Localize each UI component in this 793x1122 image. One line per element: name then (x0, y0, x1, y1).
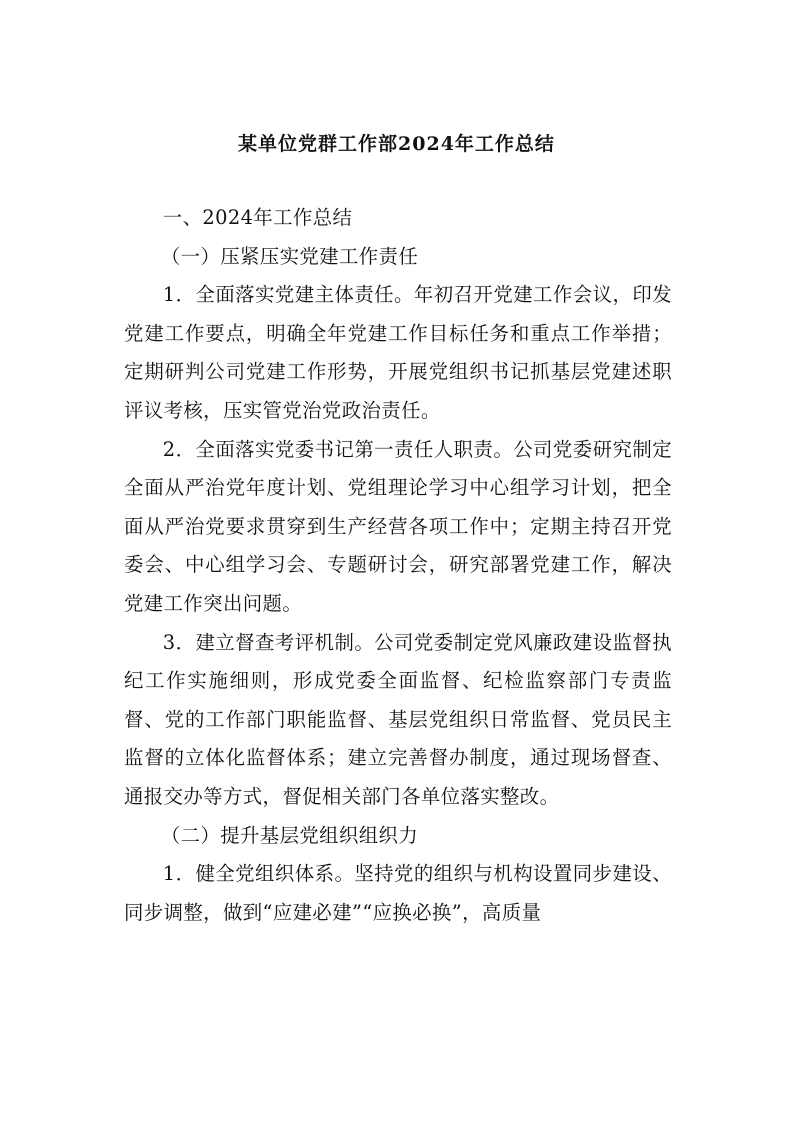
document-title: 某单位党群工作部2024年工作总结 (238, 133, 555, 155)
document-body (124, 199, 672, 932)
subsection-heading-2: （二）提升基层党组织组织力 (160, 823, 419, 847)
section-heading-1: 一、2024年工作总结 (162, 206, 353, 229)
paragraph-4: 1．健全党组织体系。坚持党的组织与机构设置同步建设、同步调整，做到“应建必建”“应换必换”，高质量 (124, 862, 672, 924)
paragraph-2: 2．全面落实党委书记第一责任人职责。公司党委研究制定全面从严治党年度计划、党组理论学习中心组学习计划，把全面从严治党要求贯穿到生产经营各项工作中；定期主持召开党委会、中心组学习会、专题研讨会，研究部署党建工作，解决党建工作突出问题。 (124, 437, 672, 615)
paragraph-1: 1．全面落实党建主体责任。年初召开党建工作会议，印发党建工作要点，明确全年党建工作目标任务和重点工作举措；定期研判公司党建工作形势，开展党组织书记抓基层党建述职评议考核，压实管党治党政治责任。 (124, 283, 672, 422)
subsection-heading-1: （一）压紧压实党建工作责任 (160, 244, 419, 268)
paragraph-3: 3．建立督查考评机制。公司党委制定党风廉政建设监督执纪工作实施细则，形成党委全面监督、纪检监察部门专责监督、党的工作部门职能监督、基层党组织日常监督、党员民主监督的立体化监督体系；建立完善督办制度，通过现场督查、通报交办等方式，督促相关部门各单位落实整改。 (124, 630, 672, 808)
